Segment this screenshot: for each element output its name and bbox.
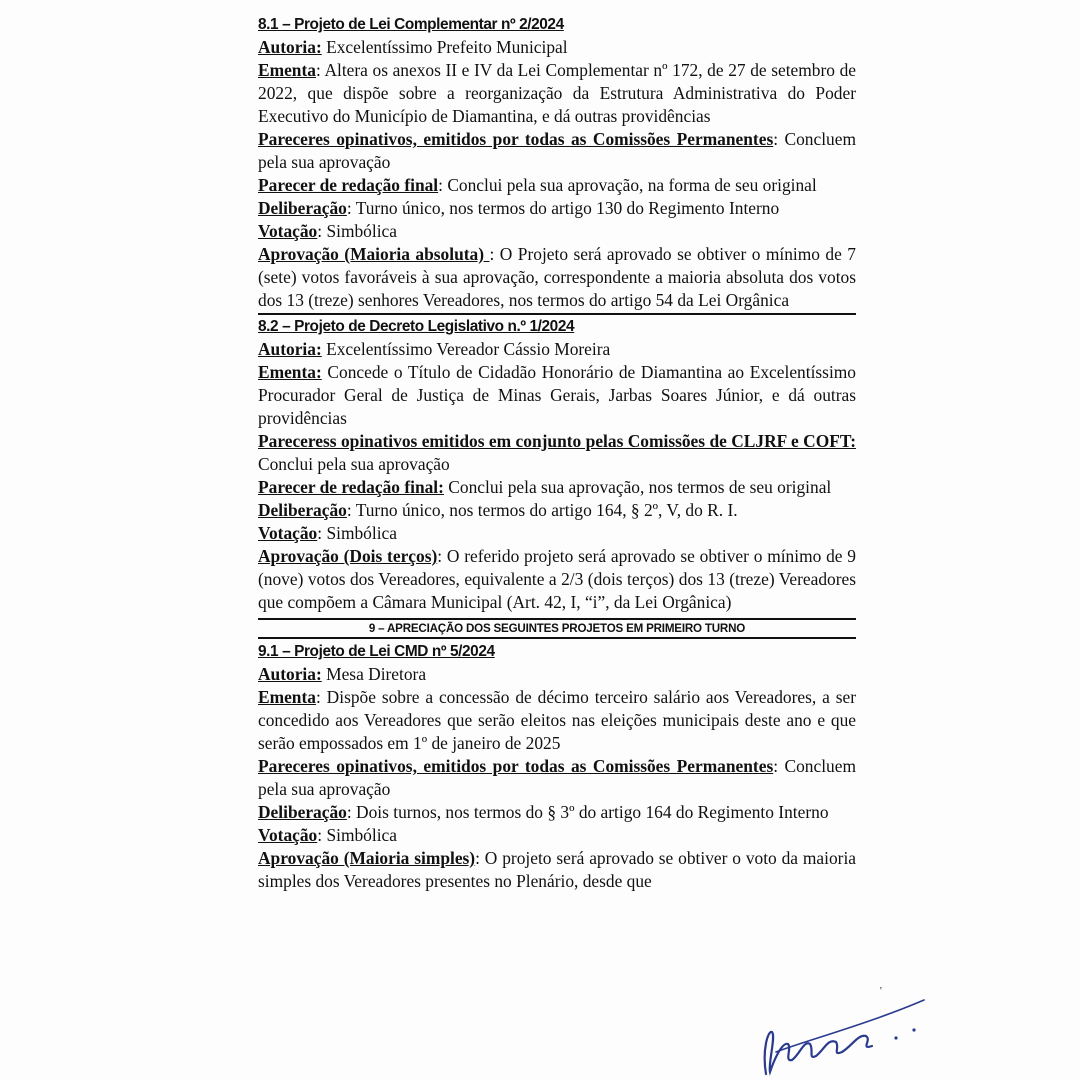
s82-votacao: Votação: Simbólica — [258, 523, 397, 543]
s91-pareceres: Pareceres opinativos, emitidos por todas as Comissões Permanentes: Concluem pela sua aprovação — [258, 756, 856, 799]
section-8-2-title: 8.2 – Projeto de Decreto Legislativo n.º 1/2024 — [258, 318, 575, 335]
document-body — [258, 14, 856, 893]
s82-aprovacao: Aprovação (Dois terços): O referido projeto será aprovado se obtiver o mínimo de 9 (nove) votos dos Vereadores, equivalente a 2/3 (dois terços) dos 13 (treze) Vereadores que compõem a Câmara Municipal (Art. 42, I, “i”, da Lei Orgânica) — [258, 546, 856, 612]
s81-pareceres: Pareceres opinativos, emitidos por todas as Comissões Permanentes: Concluem pela sua aprovação — [258, 129, 856, 172]
s82-redacao: Parecer de redação final: Conclui pela sua aprovação, nos termos de seu original — [258, 477, 832, 497]
s81-deliberacao: Deliberação: Turno único, nos termos do artigo 130 do Regimento Interno — [258, 198, 780, 218]
handwritten-signature — [748, 990, 938, 1080]
s81-ementa: Ementa: Altera os anexos II e IV da Lei Complementar nº 172, de 27 de setembro de 2022, que dispõe sobre a reorganização da Estrutura Administrativa do Poder Executivo do Município de Diamantina, e dá outras providências — [258, 60, 856, 126]
s91-ementa: Ementa: Dispõe sobre a concessão de décimo terceiro salário aos Vereadores, a ser concedido aos Vereadores que serão eleitos nas eleições municipais deste ano e que serão empossados em 1º de janeiro de 2025 — [258, 687, 856, 753]
s81-aprovacao: Aprovação (Maioria absoluta) : O Projeto será aprovado se obtiver o mínimo de 7 (sete) votos favoráveis à sua aprovação, correspondente a maioria absoluta dos votos dos 13 (treze) senhores Vereadores, nos termos do artigo 54 da Lei Orgânica — [258, 244, 856, 310]
s82-autoria: Autoria: Excelentíssimo Vereador Cássio Moreira — [258, 339, 611, 359]
s81-autoria: Autoria: Excelentíssimo Prefeito Municipal — [258, 37, 568, 57]
s82-pareceres: Pareceress opinativos emitidos em conjunto pelas Comissões de CLJRF e COFT: Conclui pela sua aprovação — [258, 431, 856, 474]
section-9-1-title: 9.1 – Projeto de Lei CMD nº 5/2024 — [258, 643, 495, 660]
s91-autoria: Autoria: Mesa Diretora — [258, 664, 427, 684]
s91-votacao: Votação: Simbólica — [258, 825, 397, 845]
s82-deliberacao: Deliberação: Turno único, nos termos do artigo 164, § 2º, V, do R. I. — [258, 500, 738, 520]
s91-aprovacao: Aprovação (Maioria simples): O projeto será aprovado se obtiver o voto da maioria simples dos Vereadores presentes no Plenário, desde que — [258, 848, 856, 891]
section-9-banner: 9 – APRECIAÇÃO DOS SEGUINTES PROJETOS EM PRIMEIRO TURNO — [258, 618, 856, 639]
section-divider — [258, 313, 856, 315]
s91-deliberacao: Deliberação: Dois turnos, nos termos do § 3º do artigo 164 do Regimento Interno — [258, 802, 829, 822]
s81-votacao: Votação: Simbólica — [258, 221, 397, 241]
s82-ementa: Ementa: Concede o Título de Cidadão Honorário de Diamantina ao Excelentíssimo Procurador Geral de Justiça de Minas Gerais, Jarbas Soares Júnior, e dá outras providências — [258, 362, 856, 428]
ink-mark: ' — [880, 986, 882, 997]
s81-redacao: Parecer de redação final: Conclui pela sua aprovação, na forma de seu original — [258, 175, 817, 195]
section-8-1-title: 8.1 – Projeto de Lei Complementar nº 2/2024 — [258, 16, 564, 33]
